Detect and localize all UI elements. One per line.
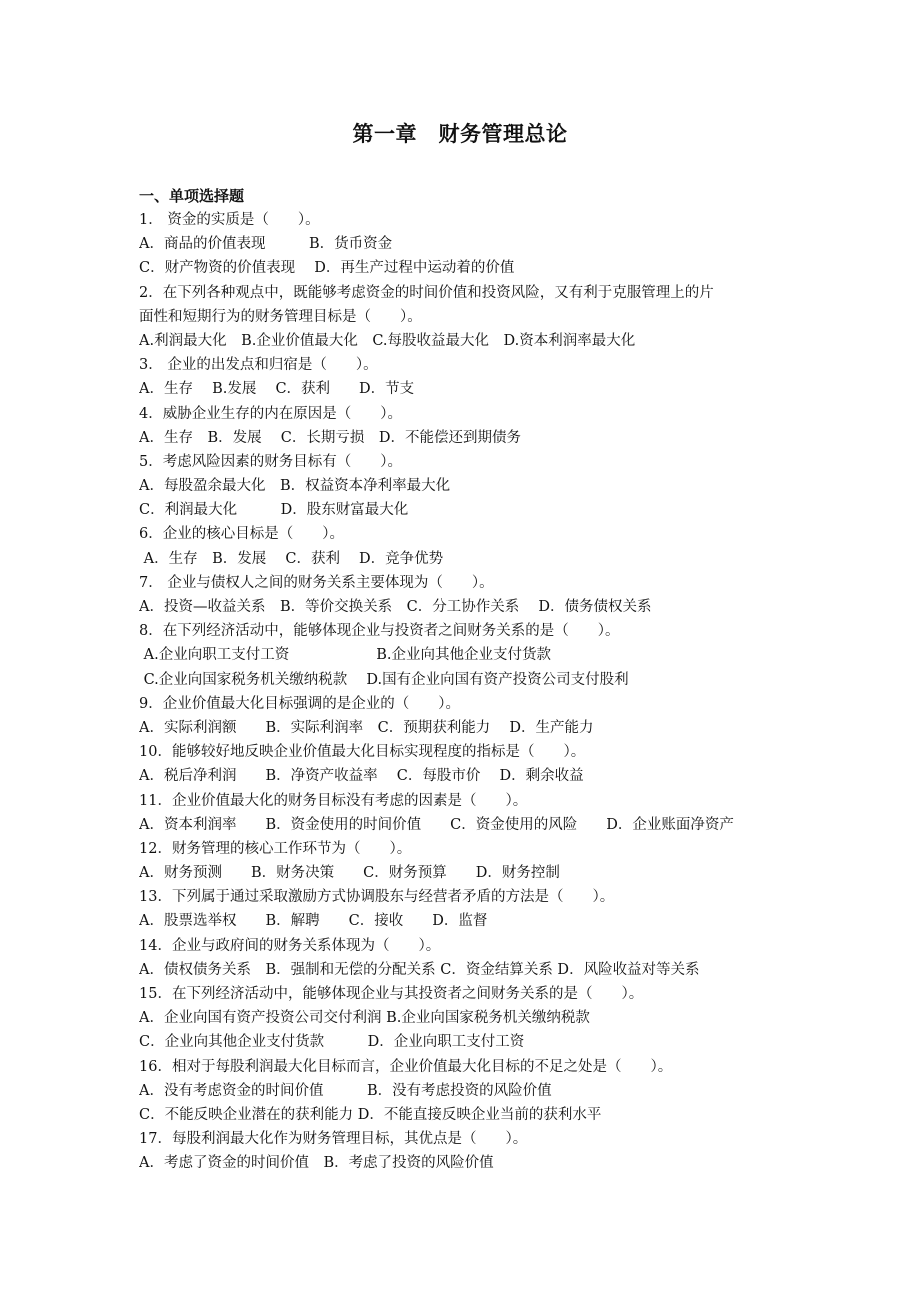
text-line: A．股票选举权 B．解聘 C．接收 D．监督: [139, 913, 488, 930]
text-line: 3． 企业的出发点和归宿是（ ）。: [139, 357, 378, 374]
question-lines: [139, 208, 789, 1176]
text-line: A.企业向职工支付工资 B.企业向其他企业支付货款: [139, 647, 551, 664]
text-line: 2．在下列各种观点中，既能够考虑资金的时间价值和投资风险，又有利于克服管理上的片: [139, 284, 714, 301]
text-line: 1． 资金的实质是（ ）。: [139, 212, 320, 228]
text-line: 12．财务管理的核心工作环节为（ ）。: [139, 840, 412, 857]
text-line: 8．在下列经济活动中，能够体现企业与投资者之间财务关系的是（ ）。: [139, 623, 620, 640]
text-line: A．商品的价值表现 B．货币资金: [139, 236, 393, 253]
text-line: 4．威胁企业生存的内在原因是（ ）。: [139, 405, 402, 422]
text-line: 15．在下列经济活动中，能够体现企业与其投资者之间财务关系的是（ ）。: [139, 986, 644, 1002]
text-line: C.企业向国家税务机关缴纳税款 D.国有企业向国有资产投资公司支付股利: [139, 671, 629, 688]
text-line: C．不能反映企业潜在的获利能力 D．不能直接反映企业当前的获利水平: [139, 1106, 602, 1123]
section-heading: 一、单项选择题: [139, 187, 245, 205]
text-line: A．资本利润率 B．资金使用的时间价值 C．资金使用的风险 D．企业账面净资产: [139, 816, 734, 833]
text-line: A.利润最大化 B.企业价值最大化 C.每股收益最大化 D.资本利润率最大化: [139, 332, 636, 349]
text-line: 7． 企业与债权人之间的财务关系主要体现为（ ）。: [139, 574, 494, 591]
text-line: A．债权债务关系 B．强制和无偿的分配关系 C．资金结算关系 D．风险收益对等关系: [139, 961, 700, 978]
chapter-title: 第一章 财务管理总论: [352, 122, 568, 146]
text-line: A．生存 B.发展 C．获利 D．节支: [139, 381, 415, 398]
text-line: A．实际利润额 B．实际利润率 C．预期获利能力 D．生产能力: [139, 719, 594, 736]
text-line: A．每股盈余最大化 B．权益资本净利率最大化: [139, 478, 451, 495]
text-line: A．生存 B．发展 C．长期亏损 D．不能偿还到期债务: [139, 429, 521, 446]
text-line: A．考虑了资金的时间价值 B．考虑了投资的风险价值: [139, 1155, 494, 1172]
text-line: 10．能够较好地反映企业价值最大化目标实现程度的指标是（ ）。: [139, 744, 586, 761]
text-line: C．企业向其他企业支付货款 D．企业向职工支付工资: [139, 1034, 525, 1051]
text-line: 6．企业的核心目标是（ ）。: [139, 526, 344, 543]
text-line: 面性和短期行为的财务管理目标是（ ）。: [139, 308, 422, 325]
text-line: A．投资—收益关系 B．等价交换关系 C．分工协作关系 D．债务债权关系: [139, 599, 652, 615]
text-line: 11．企业价值最大化的财务目标没有考虑的因素是（ ）。: [139, 792, 528, 809]
text-line: C．利润最大化 D．股东财富最大化: [139, 502, 409, 519]
text-line: 16．相对于每股利润最大化目标而言，企业价值最大化目标的不足之处是（ ）。: [139, 1058, 673, 1075]
text-line: A．企业向国有资产投资公司交付利润 B.企业向国家税务机关缴纳税款: [139, 1010, 590, 1027]
text-line: 13．下列属于通过采取激励方式协调股东与经营者矛盾的方法是（ ）。: [139, 889, 615, 906]
text-line: 14．企业与政府间的财务关系体现为（ ）。: [139, 937, 441, 954]
text-line: A．税后净利润 B．净资产收益率 C．每股市价 D．剩余收益: [139, 768, 584, 785]
text-line: A．财务预测 B．财务决策 C．财务预算 D．财务控制: [139, 865, 560, 882]
text-line: C．财产物资的价值表现 D．再生产过程中运动着的价值: [139, 260, 515, 277]
text-line: A．没有考虑资金的时间价值 B．没有考虑投资的风险价值: [139, 1082, 552, 1099]
text-line: 17．每股利润最大化作为财务管理目标，其优点是（ ）。: [139, 1131, 528, 1148]
text-line: 5．考虑风险因素的财务目标有（ ）。: [139, 453, 402, 470]
question-list: [139, 184, 789, 1176]
text-line: A．生存 B．发展 C．获利 D．竞争优势: [139, 550, 444, 567]
text-line: 9．企业价值最大化目标强调的是企业的（ ）。: [139, 695, 460, 712]
